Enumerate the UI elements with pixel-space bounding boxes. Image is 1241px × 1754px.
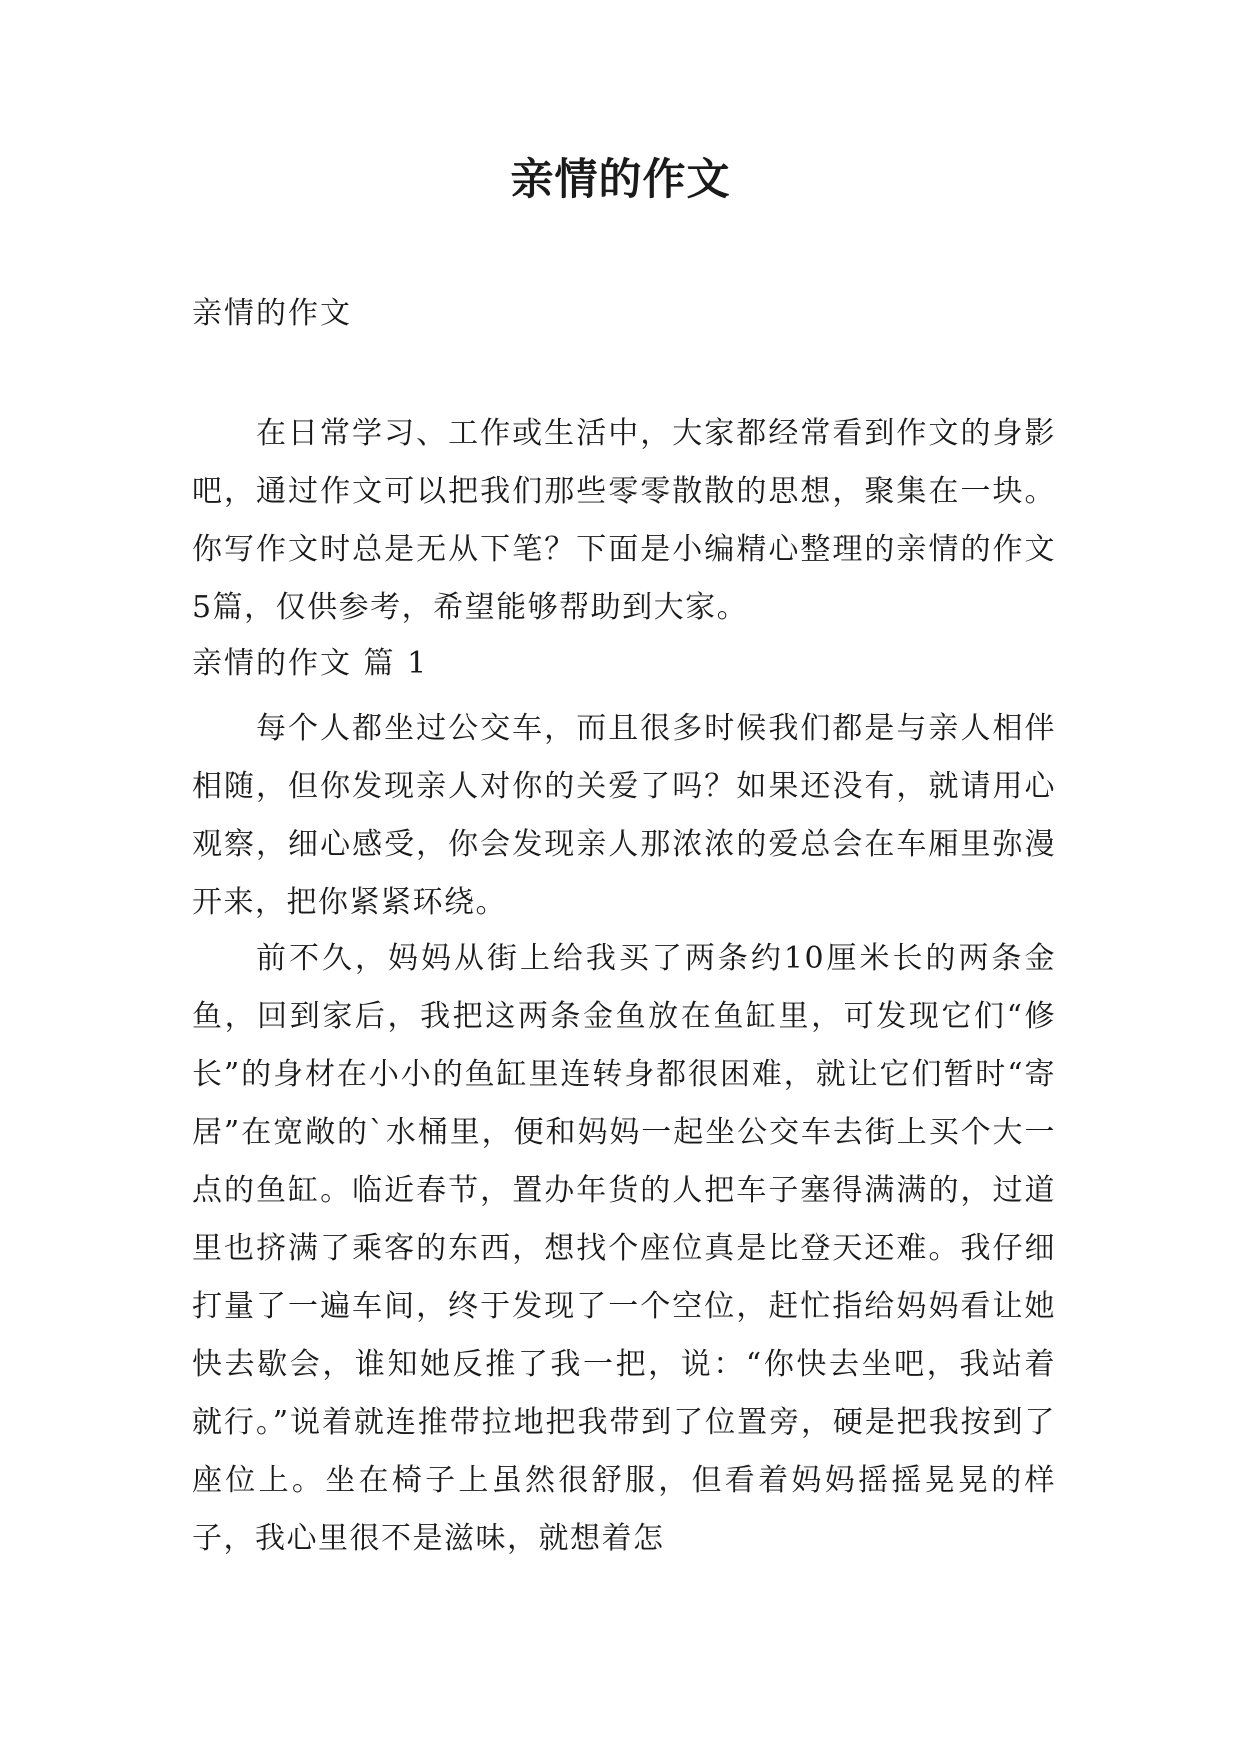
section-heading: 亲情的作文 篇 1 <box>192 646 429 681</box>
document-title: 亲情的作文 <box>510 155 731 205</box>
body-paragraph: 前不久，妈妈从街上给我买了两条约10厘米长的两条金鱼，回到家后，我把这两条金鱼放在鱼缸里，可发现它们“修长”的身材在小小的鱼缸里连转身都很困难，就让它们暂时“寄居”在宽敞的`水桶里，便和妈妈一起坐公交车去街上买个大一点的鱼缸。临近春节，置办年货的人把车子塞得满满的，过道里也挤满了乘客的东西，想找个座位真是比登天还难。我仔细打量了一遍车间，终于发现了一个空位，赶忙指给妈妈看让她快去歇会，谁知她反推了我一把，说：“你快去坐吧，我站着就行。”说着就连推带拉地把我带到了位置旁，硬是把我按到了座位上。坐在椅子上虽然很舒服，但看着妈妈摇摇晃晃的样子，我心里很不是滋味，就想着怎 <box>192 941 1056 1556</box>
document-subtitle: 亲情的作文 <box>192 296 352 331</box>
intro-paragraph: 在日常学习、工作或生活中，大家都经常看到作文的身影吧，通过作文可以把我们那些零零散散的思想，聚集在一块。你写作文时总是无从下笔？下面是小编精心整理的亲情的作文5篇，仅供参考，希望能够帮助到大家。 <box>192 416 1056 625</box>
body-paragraph: 每个人都坐过公交车，而且很多时候我们都是与亲人相伴相随，但你发现亲人对你的关爱了吗？如果还没有，就请用心观察，细心感受，你会发现亲人那浓浓的爱总会在车厢里弥漫开来，把你紧紧环绕。 <box>192 711 1056 920</box>
